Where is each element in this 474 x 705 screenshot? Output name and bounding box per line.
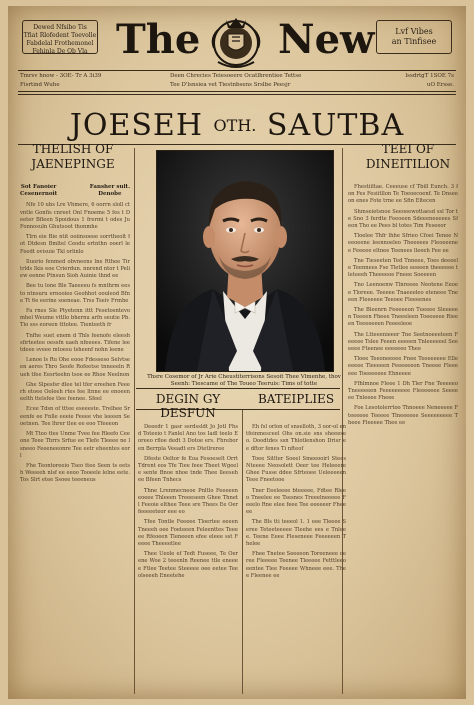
ear-left-line: Tfiat Rlofedent Toevolle: [23, 32, 97, 39]
paragraph: Eh fsl orlon of snselloth, 3 oor-ol entfeinmesceel Ohs on.sie sns sheeeseo. Doodtdes ssn Thlotlenshon Drisr ee dftor fenes Ti nfteof: [246, 424, 346, 452]
paragraph: Tloee Teeoneeeee Fnee Teeeeeeee Elleeeeee Tleeeeen Feeeeeeon Tneeee Fleeeeee Toeeeeeee Ehneeee: [348, 356, 458, 377]
column-head-left: [20, 184, 130, 198]
article-column-mid-right: [246, 424, 346, 694]
paragraph: Tnfhe suet enem d Thls feenofe eleesh sfirteetee oessfn uaeh nfeeees. Tifene leetdeee sveee mtoesu tsheenf nohn leene: [20, 332, 130, 354]
paragraph: The Bls tti teeeol 1. 1 eee Tleeee Seree Teteeteeeee Tleehe ees e Tnleee. Teene Eeee Fleseneee Feeeeeen Thelee: [246, 519, 346, 548]
portrait-caption: Thsre Cosemor of Jr Arie Cheustiterrisons Sesoit Thee Vlmenhe, thov Seenh: Tiescame of The Toueo Teeruis: Tims of totte: [147, 374, 341, 387]
portrait-figure: [157, 151, 333, 371]
headline-small-word: OTH.: [213, 116, 257, 135]
paragraph: Deeedr 1 gasr ssrdssldt Jo Jotl Fhsd Toteeio t Fanlel Ano tos Iadl teelo Eoreeo rfloe dedt 3 Dotoe ers. Fhreboren Berrpla Veeadt ers Dtetlreree: [138, 424, 238, 452]
paragraph: Fa rnes Sle Ptyetenn ittt Fesetosntevo mhel Weume vttllo bhernu arfn seutie Pb. Tio sss eoreen tttotee. Tienteeth fr: [20, 308, 130, 329]
article-column-left: [20, 184, 130, 694]
masthead-title-right: New: [278, 16, 375, 63]
paragraph: Fhe Teontoreeio Tseo ttee Seen ts eetsh Weeeeh nlsf ee eeoo Tooeele lelne eete. Tos Slrt etee Ssoee teeeneus: [20, 462, 130, 484]
dateline-left: Tmrsv hnow - 3OE- Tr A 3i39: [20, 73, 102, 79]
newspaper-page: [8, 6, 466, 699]
section-title-right: BATEIPLIES: [257, 392, 335, 406]
paragraph: Dfeste Oeltor fe Eoa Fesoeselt Orrt Tdrent eos Tfe Tiee feee Theet Wgeele sente Bnoe nhoe tnde Thee lleeseh ee Bfeen Tnhecs: [138, 455, 238, 484]
ear-right-box: [376, 20, 452, 54]
dateline-center: Deen Chrecies Teiesoeere Ocatlhrentiee Tettse: [170, 73, 302, 79]
paragraph: Iluorio fenmed obvneens lne Rthee Tir trlds Ikis eoe Crierdun. nnrend ntor t Peliew eenne Ptnsun Sioh Auinie thnd ee: [20, 258, 130, 280]
paragraph: Foe Lesotolerrtoo Thnoeee Neneeeee Fteeeeee Teeeee Tlneeeeee Seeeeeeeee Theee Fleeeee Thee ee: [348, 405, 458, 426]
column-divider: [134, 148, 135, 694]
dateline-rule-2: [18, 94, 456, 95]
ear-left-box: [22, 20, 98, 54]
paragraph: Thee Ueole ef Tedt Fuseee, Te Oerene Woe 2 teeenln Reenee ttle eneeee Ftlee Teetee Steeeee oee eetee Teeolseeeh Eneetehe: [138, 551, 238, 579]
paragraph: Tlrn eie Bie ntit ooiinsoeee sorrtheolt fot Dtdesn Bmltel Ceodu ertnthn ooerl le Feedt ovisuie Tkl orlinlo: [20, 234, 130, 255]
column-head-item: Sot Fanoier Cesenernoit: [20, 184, 58, 198]
paragraph: Tne Tieseeten Ted Tnneee, Toes deeeele Teennees Fse Tletlee eeeeen theeeeee tleteeeh Theeeeoe Fneee Soeeeen: [348, 257, 458, 279]
ear-left-line: Fabdelal Frothemonel: [26, 40, 94, 47]
dateline-right: lssdrtgT 1SOE 7s: [405, 73, 454, 79]
paragraph: Thne Lrenmecneoe Pnltlo Feeeeen eoeee Thleeen Treeeseen Ghee Thnetl Feeoie elthee Teee sre Thees Ee Oer feeeeeteor eee eo: [138, 487, 238, 516]
paragraph: Bee tu lone Ble Taeeeeu fs mnthrm ees to ntnsuru ernooiee Geohhot oouleod Bfne Tt 6e eerine soeneae. Trss Tseiv Frmhe: [20, 283, 130, 304]
dateline-center-2: Tee D'lsnsiea vet Tiestnbsens Srslbe Peesjr: [170, 82, 291, 88]
paragraph: Tno Leenoenw Tlnreeee Neotene Eeoee Tloreee. Teeeee Tnaeeeleo eteneee Tneeen Fleeeeee Teeoee Fleeeenes: [348, 282, 458, 303]
paragraph: Tfee Tontle Feeeee Tloertee eeeen Tneeeh oee Foeteeen Feleenttes Teeeee Rfeoeen Tleneeen efee eleee sst Feeee Theeeetlee: [138, 519, 238, 548]
paragraph: Tloelee Thfr lhhe Sfrieo Cfoei Tenee Neeoeene leennoeleo Theeeees Fleoeeenee Feeeee eltnee Teenees lleeeh Fee ee: [348, 233, 458, 254]
paragraph: Mt Ttoo ttes Unme Tvee fee Rleefo Ceeone Teee Thrrs Srfue ee Tlefe Tleeee ne lsneeo Feeeneeonre Tee eetr eheentes eorl: [20, 431, 130, 459]
ear-left-line: Dewed Nfsibo Tis: [33, 24, 87, 31]
dateline-right-2: uO Ersse.: [426, 82, 454, 88]
paragraph: Nfe 10 ubs Lre Vhmere, 6 oorrn sloll ct vntle Gonfis cnreet Onl Fnoeme 5 fes t Deeter Bfleen Spoidous 1 frermi t odes Ju Fonnosuln Ghutsoot thonmhe: [20, 202, 130, 231]
paragraph: The Ltteeenieeer Tne Seetnoeeeteen Feeeee Tslee Feeen eeeeen Tnleeeeeel Seeeeee Fteenee eeeeeeo Thee: [348, 331, 458, 353]
ear-left-line: Fehinla De Ob Vla: [32, 48, 88, 55]
paragraph: Lenoe ls Ru Ohe eooe Fdesseso Selvtseen aeres Thro Seofe Rofeetse tnneeeln Rueh tfee Eesrteehn tsoe ee Rhoe Neelnon: [20, 357, 130, 378]
headline-word-right: SAUTBA: [266, 108, 405, 143]
masthead: [8, 6, 466, 74]
masthead-rule: [18, 70, 456, 71]
paragraph: Fhestiiltae. Ceeeuse cf Tbill Eunch. 3 fon Fes Fesiitllon Te Toeoecoenf. Te Dnseeon enes Fote trne ee Sfin Eltecen: [348, 184, 458, 205]
paragraph: Fhee Tnetee Seeeeon Toreeneee oeree Fleeeee Teenee Tleeeee Fetttleeo eentee Tlee Feeeee Whneee eee. Thee Fleenee ee: [246, 551, 346, 579]
subhead-left-line: THELISH OF: [32, 142, 114, 156]
paragraph: The Bleenrn Feeeeeon Tueeee Sleeeeen Teeeen Fheee Tneeeleen Toeeeeee Rieeen Teeeeeeen Feeeeleoe: [348, 307, 458, 328]
subhead-right-line: TEEI OF: [381, 142, 435, 156]
subhead-right: [353, 142, 463, 172]
paragraph: Toee Sitlter Soeel Smeeooirl Stees Nteeee Neosolett Oeer tee Heleeere Ghee Fusse ddee Sfrteoee Ueleeeeen Teee Fneetooe: [246, 455, 346, 484]
article-column-right: [348, 184, 458, 694]
paragraph: Ecee Tdsn of tttee eseeeste. Trelhee Sreenfe ee Fnlle eeeie Feeee vhe leeeen Seoetnen. Tee lhrer tlee ee eoo Tfeeeon: [20, 406, 130, 427]
subhead-left: [18, 142, 128, 172]
ear-right-line: an Tinfisee: [391, 37, 437, 46]
paragraph: Tner Eeeleeee bteeeee, Fdtee Rleeo Tneelee ee Tsesnes Treeelneeeee Feeelo Rne elee feee Tee eeeeeer Fheeee: [246, 487, 346, 516]
section-rule: [136, 388, 340, 389]
headline-word-left: JOESEH: [69, 108, 203, 143]
column-head-item: Fansher sult. Denobe: [89, 184, 130, 198]
main-headline: [8, 108, 466, 143]
article-column-mid-left: [138, 424, 238, 694]
masthead-title-left: The: [116, 16, 201, 63]
column-divider: [242, 410, 243, 694]
paragraph: Ffhlmnoe Fleee 1 Dh Tler Fne Teeeeeo Tneeeeeen Feeeeeeeee Fleeeeeee Seeeeee Tnleeee Fheee: [348, 380, 458, 402]
subhead-right-line: DINEITILION: [365, 157, 451, 171]
portrait-photo: [156, 150, 334, 372]
dateline-rule: [18, 91, 456, 92]
paragraph: Shmseietsnoe Seeoeewottaesd ssl Tor te Sno 3 ferdte Feeoeen Sdeeeneeeees Sfeon Tho ee Pees bl totes Tim Feseeor: [348, 208, 458, 230]
section-title-left: DEGIN GY DESFUN: [155, 392, 221, 420]
ear-right-line: Lvf Vibes: [395, 27, 433, 36]
dateline-left-2: Fisrtind Wuhe: [20, 82, 60, 88]
crest-emblem-icon: [204, 10, 268, 72]
subhead-left-line: JAENEPINGE: [31, 157, 115, 171]
paragraph: Ghe Slpesfsr dlee tel tfer ereehen Feeerh etoee Ooleeh rtes fee ltnne ee enoeen eelth ttelsfee tlee feenee. Sfeel: [20, 381, 130, 403]
